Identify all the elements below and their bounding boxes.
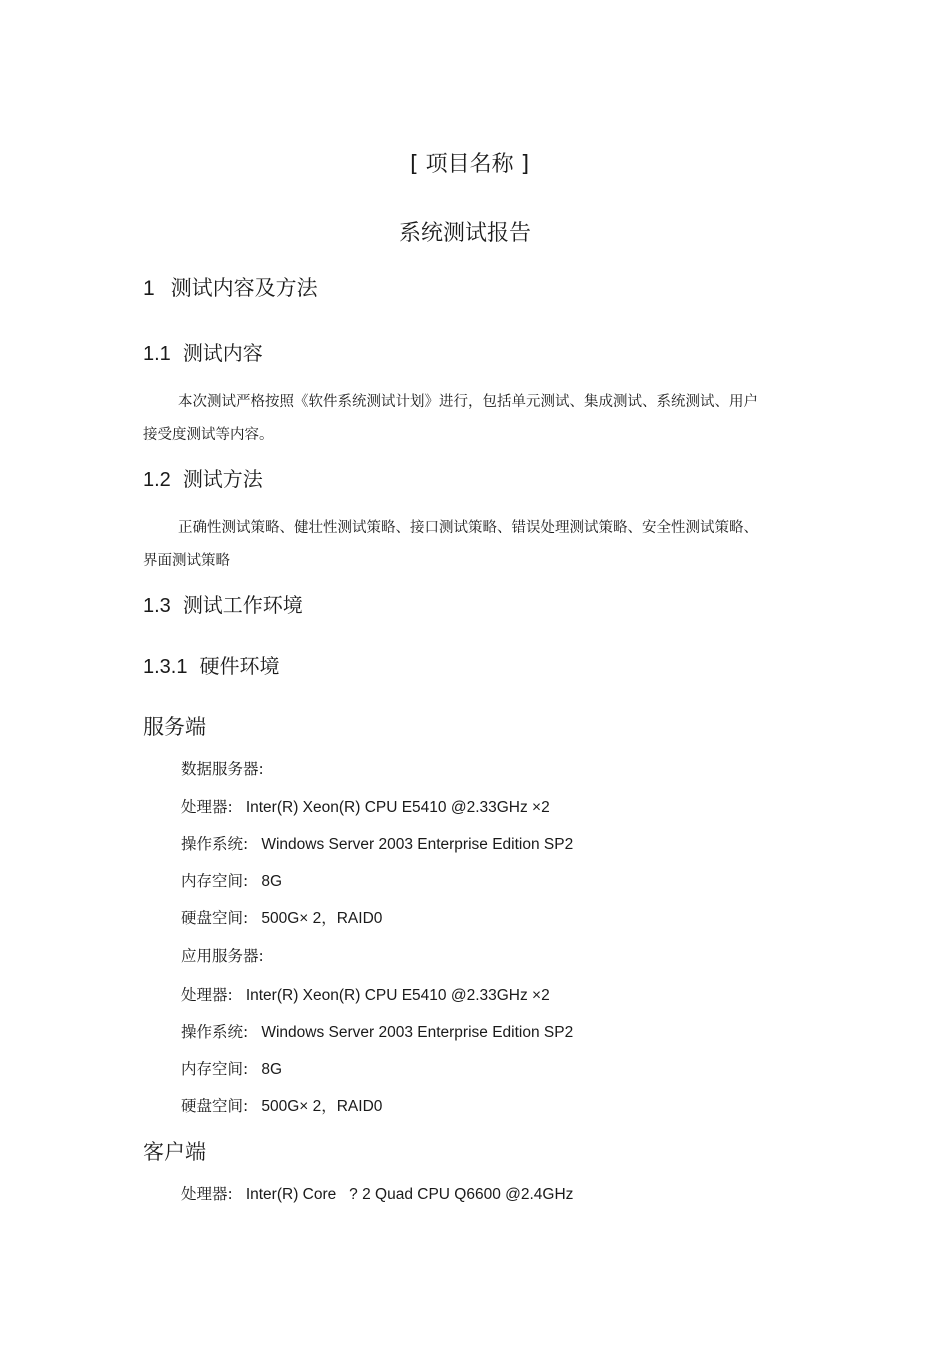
- spec-label: 硬盘空间:: [181, 1097, 249, 1115]
- spec-value: Windows Server 2003 Enterprise Edition SP2: [261, 836, 574, 853]
- spec-value: 500G× 2，RAID0: [261, 1098, 383, 1115]
- section-title: 测试方法: [182, 467, 263, 491]
- section-number: 1.1: [143, 343, 171, 365]
- spec-value: Inter(R) Xeon(R) CPU E5410 @2.33GHz ×2: [245, 987, 550, 1004]
- app-server-os: [181, 1020, 573, 1042]
- spec-value: Windows Server 2003 Enterprise Edition SP2: [261, 1024, 574, 1041]
- section-number: 1: [143, 277, 155, 300]
- section-title: 测试内容及方法: [170, 276, 318, 300]
- data-server-memory: [181, 869, 282, 891]
- client-cpu: [181, 1182, 573, 1204]
- section-title: 硬件环境: [199, 654, 280, 678]
- spec-label: 操作系统:: [181, 835, 249, 853]
- spec-label: 处理器:: [181, 798, 233, 816]
- spec-label: 操作系统:: [181, 1023, 249, 1041]
- data-server-os: [181, 832, 573, 854]
- section-title: 测试工作环境: [182, 593, 303, 617]
- project-name: [ 项目名称 ]: [410, 152, 530, 177]
- app-server-disk: [181, 1094, 382, 1116]
- app-server-label: 应用服务器:: [181, 947, 264, 965]
- spec-label: 处理器:: [181, 986, 233, 1004]
- section-number: 1.3: [143, 595, 171, 617]
- section-number: 1.3.1: [143, 656, 188, 678]
- data-server-cpu: [181, 795, 550, 817]
- client-heading: 客户端: [143, 1140, 206, 1164]
- section-1-1-heading: [143, 337, 263, 366]
- section-1-1-body: 本次测试严格按照《软件系统测试计划》进行，包括单元测试、集成测试、系统测试、用户接受度测试等内容。: [143, 394, 758, 443]
- server-heading: 服务端: [143, 715, 206, 739]
- spec-value: 500G× 2，RAID0: [261, 910, 383, 927]
- spec-value: Inter(R) Core ? 2 Quad CPU Q6600 @2.4GHz: [245, 1186, 574, 1203]
- data-server-label: 数据服务器:: [181, 760, 264, 778]
- section-1-2-body: 正确性测试策略、健壮性测试策略、接口测试策略、错误处理测试策略、安全性测试策略、界面测试策略: [143, 520, 758, 569]
- section-number: 1.2: [143, 469, 171, 491]
- section-1-2-heading: [143, 463, 263, 492]
- spec-label: 硬盘空间:: [181, 909, 249, 927]
- section-1-heading: [143, 272, 318, 302]
- report-title: 系统测试报告: [399, 221, 532, 246]
- app-server-memory: [181, 1057, 282, 1079]
- spec-value: 8G: [261, 873, 283, 890]
- section-1-3-heading: [143, 589, 303, 618]
- spec-value: 8G: [261, 1061, 283, 1078]
- spec-label: 内存空间:: [181, 1060, 249, 1078]
- spec-value: Inter(R) Xeon(R) CPU E5410 @2.33GHz ×2: [245, 799, 550, 816]
- data-server-disk: [181, 906, 382, 928]
- spec-label: 内存空间:: [181, 872, 249, 890]
- app-server-cpu: [181, 983, 550, 1005]
- section-title: 测试内容: [182, 341, 263, 365]
- section-1-3-1-heading: [143, 650, 279, 679]
- spec-label: 处理器:: [181, 1185, 233, 1203]
